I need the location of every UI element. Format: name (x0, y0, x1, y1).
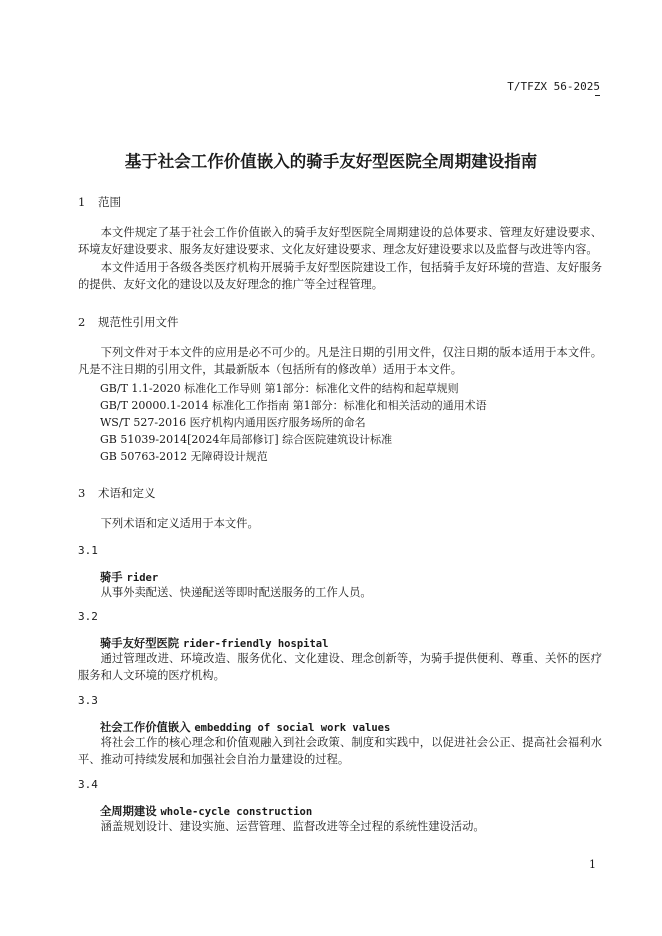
term-title (100, 803, 312, 819)
term-zh: 骑手友好型医院 (100, 637, 180, 650)
section-title: 术语和定义 (98, 486, 156, 500)
term-zh: 全周期建设 (100, 805, 157, 818)
term-definition: 从事外卖配送、快递配送等即时配送服务的工作人员。 (100, 586, 372, 599)
term-definition: 通过管理改进、环境改造、服务优化、文化建设、理念创新等，为骑手提供便利、尊重、关怀的医疗服务和人文环境的医疗机构。 (78, 652, 602, 682)
term-en: embedding of social work values (194, 722, 391, 734)
term-title (100, 569, 158, 585)
section-number: 2 (78, 315, 86, 329)
reference-item: GB 51039-2014[2024年局部修订] 综合医院建筑设计标准 (100, 433, 393, 446)
term-en: whole-cycle construction (160, 806, 313, 818)
document-title: 基于社会工作价值嵌入的骑手友好型医院全周期建设指南 (124, 152, 538, 171)
section-number: 3 (78, 486, 86, 500)
reference-item: GB/T 20000.1-2014 标准化工作指南 第1部分：标准化和相关活动的通用术语 (100, 399, 487, 412)
page-number: 1 (589, 858, 596, 871)
term-number: 3.1 (78, 544, 98, 557)
scope-paragraph-1: 本文件规定了基于社会工作价值嵌入的骑手友好型医院全周期建设的总体要求、管理友好建设要求、环境友好建设要求、服务友好建设要求、文化友好建设要求、理念友好建设要求以及监督与改进等内容。 (78, 226, 602, 256)
term-definition: 涵盖规划设计、建设实施、运营管理、监督改进等全过程的系统性建设活动。 (100, 820, 485, 833)
references-intro: 下列文件对于本文件的应用是必不可少的。凡是注日期的引用文件，仅注日期的版本适用于本文件。凡是不注日期的引用文件，其最新版本（包括所有的修改单）适用于本文件。 (78, 346, 602, 376)
scope-paragraph-2: 本文件适用于各级各类医疗机构开展骑手友好型医院建设工作，包括骑手友好环境的营造、友好服务的提供、友好文化的建设以及友好理念的推广等全过程管理。 (78, 261, 602, 291)
reference-item: GB 50763-2012 无障碍设计规范 (100, 450, 268, 463)
term-title (100, 719, 390, 735)
underline-mark (595, 95, 600, 96)
section-title: 规范性引用文件 (98, 315, 179, 329)
term-definition: 将社会工作的核心理念和价值观融入到社会政策、制度和实践中，以促进社会公正、提高社会福利水平、推动可持续发展和加强社会自治力量建设的过程。 (78, 736, 602, 766)
reference-item: WS/T 527-2016 医疗机构内通用医疗服务场所的命名 (100, 416, 366, 429)
section-heading-3 (78, 485, 156, 501)
term-number: 3.4 (78, 778, 98, 791)
section-number: 1 (78, 195, 86, 209)
term-zh: 骑手 (100, 571, 123, 584)
term-en: rider (126, 572, 159, 584)
section-title: 范围 (98, 195, 121, 209)
term-en: rider-friendly hospital (183, 638, 329, 650)
term-title (100, 635, 328, 651)
section-heading-1 (78, 194, 121, 210)
term-number: 3.2 (78, 610, 98, 623)
terms-intro: 下列术语和定义适用于本文件。 (100, 517, 259, 530)
term-number: 3.3 (78, 694, 98, 707)
standard-code: T/TFZX 56-2025 (507, 80, 600, 93)
reference-item: GB/T 1.1-2020 标准化工作导则 第1部分：标准化文件的结构和起草规则 (100, 382, 459, 395)
section-heading-2 (78, 314, 179, 330)
term-zh: 社会工作价值嵌入 (100, 721, 191, 734)
